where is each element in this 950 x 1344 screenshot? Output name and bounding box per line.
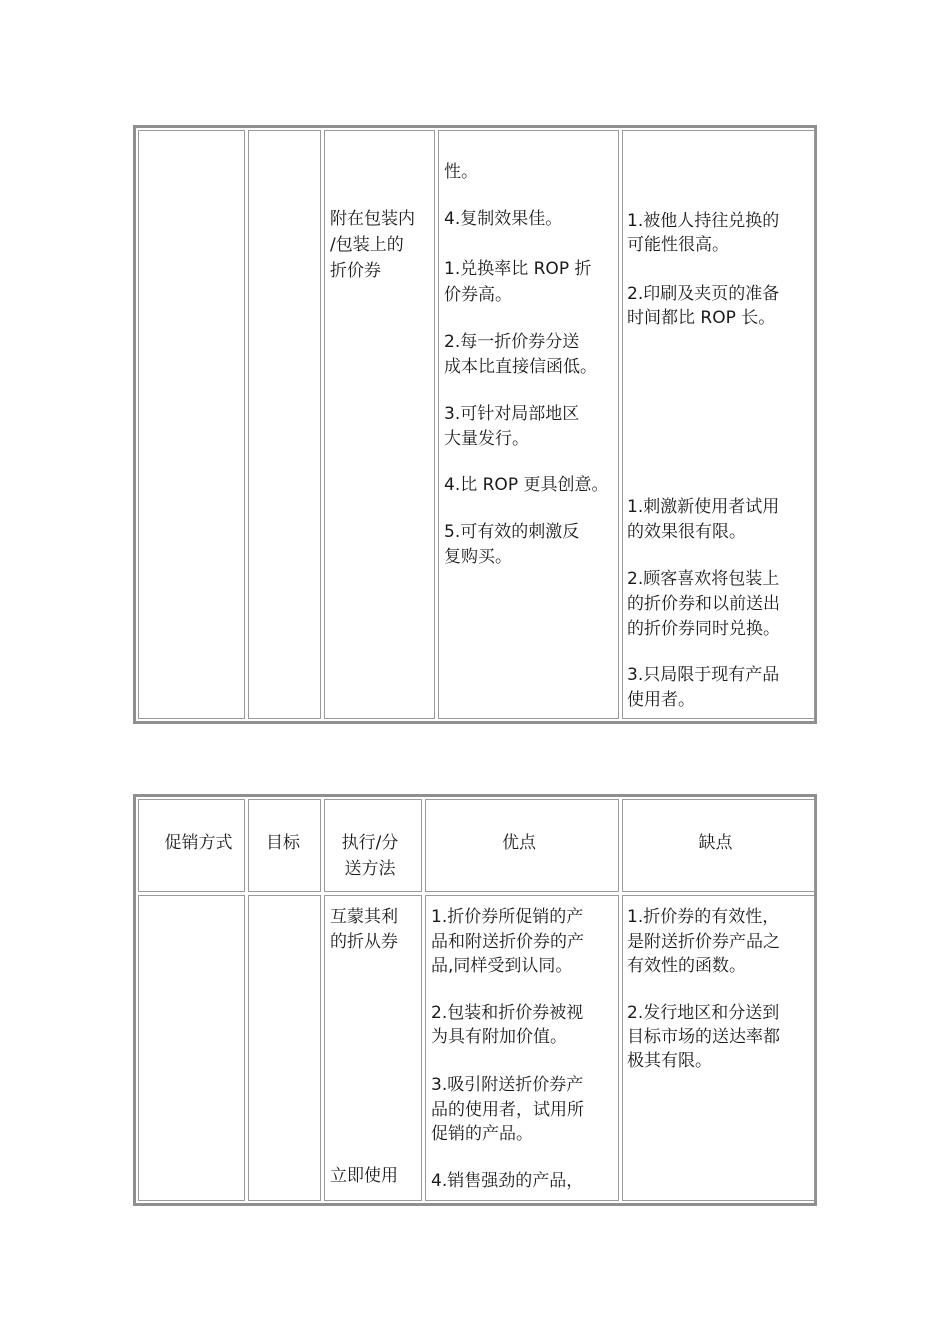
t1-con-line: 2.顾客喜欢将包装上 bbox=[627, 569, 780, 589]
header-cons: 缺点 bbox=[698, 833, 733, 853]
t1-con-line: 的效果很有限。 bbox=[627, 522, 746, 542]
t2-method-line: 立即使用 bbox=[330, 1166, 398, 1186]
t2-con-line: 有效性的函数。 bbox=[627, 956, 746, 976]
t2-pro-line: 2.包装和折价券被视 bbox=[431, 1003, 584, 1023]
header-pros: 优点 bbox=[502, 833, 536, 853]
t2-con-line: 极其有限。 bbox=[627, 1051, 712, 1071]
t1-con-line: 的折价券和以前送出 bbox=[627, 594, 780, 614]
t2-con-line: 1.折价券的有效性， bbox=[627, 907, 780, 927]
t1-con-line: 时间都比 ROP 长。 bbox=[627, 308, 776, 328]
t1-method-line: 附在包装内 bbox=[330, 209, 415, 229]
t1-con-line: 的折价券同时兑换。 bbox=[627, 619, 780, 639]
t2-con-line: 目标市场的送达率都 bbox=[627, 1027, 780, 1047]
t1-method-line: 折价券 bbox=[330, 261, 381, 281]
t2-pro-line: 3.吸引附送折价券产 bbox=[431, 1075, 584, 1095]
header-method: 送方法 bbox=[344, 859, 396, 879]
t1-con-line: 3.只局限于现有产品 bbox=[627, 665, 780, 685]
t2-method-line: 的折从券 bbox=[330, 932, 398, 952]
t1-pro-line: 5.可有效的刺激反 bbox=[444, 522, 580, 542]
t1-pro-line: 大量发行。 bbox=[444, 429, 529, 449]
t2-body-goal bbox=[248, 895, 321, 1201]
t1-pro-line: 价券高。 bbox=[444, 285, 512, 305]
t1-pro-line: 4.比 ROP 更具创意。 bbox=[444, 475, 609, 495]
t2-method-line: 互蒙其利 bbox=[330, 907, 398, 927]
t1-pro-line: 性。 bbox=[444, 162, 478, 182]
t1-pro-line: 4.复制效果佳。 bbox=[444, 209, 563, 229]
header-promo-method: 促销方式 bbox=[164, 833, 233, 853]
t1-con-line: 使用者。 bbox=[627, 690, 695, 710]
t2-con-line: 2.发行地区和分送到 bbox=[627, 1003, 780, 1023]
header-method: 执行/分 bbox=[341, 833, 399, 853]
t1-col-promo bbox=[138, 130, 245, 719]
t2-con-line: 是附送折价券产品之 bbox=[627, 932, 780, 952]
t1-method-line: /包装上的 bbox=[330, 235, 404, 255]
t2-pro-line: 品和附送折价券的产 bbox=[431, 932, 584, 952]
t1-pro-line: 1.兑换率比 ROP 折 bbox=[444, 259, 592, 279]
t1-pro-line: 成本比直接信函低。 bbox=[444, 357, 597, 377]
t1-col-goal bbox=[248, 130, 321, 719]
t1-con-line: 1.刺激新使用者试用 bbox=[627, 497, 780, 517]
t2-pro-line: 1.折价券所促销的产 bbox=[431, 907, 584, 927]
t2-body-promo bbox=[138, 895, 245, 1201]
t2-pro-line: 为具有附加价值。 bbox=[431, 1027, 567, 1047]
t1-pro-line: 复购买。 bbox=[444, 547, 512, 567]
header-goal: 目标 bbox=[266, 833, 300, 853]
t2-pro-line: 促销的产品。 bbox=[431, 1124, 533, 1144]
t1-pro-line: 2.每一折价券分送 bbox=[444, 332, 580, 352]
t2-pro-line: 4.销售强劲的产品， bbox=[431, 1171, 584, 1191]
t2-pro-line: 品,同样受到认同。 bbox=[431, 956, 573, 976]
t1-pro-line: 3.可针对局部地区 bbox=[444, 404, 580, 424]
t1-con-line: 可能性很高。 bbox=[627, 235, 729, 255]
t2-pro-line: 品的使用者，试用所 bbox=[431, 1100, 584, 1120]
t1-con-line: 1.被他人持往兑换的 bbox=[627, 211, 780, 231]
t1-con-line: 2.印刷及夹页的准备 bbox=[627, 284, 780, 304]
